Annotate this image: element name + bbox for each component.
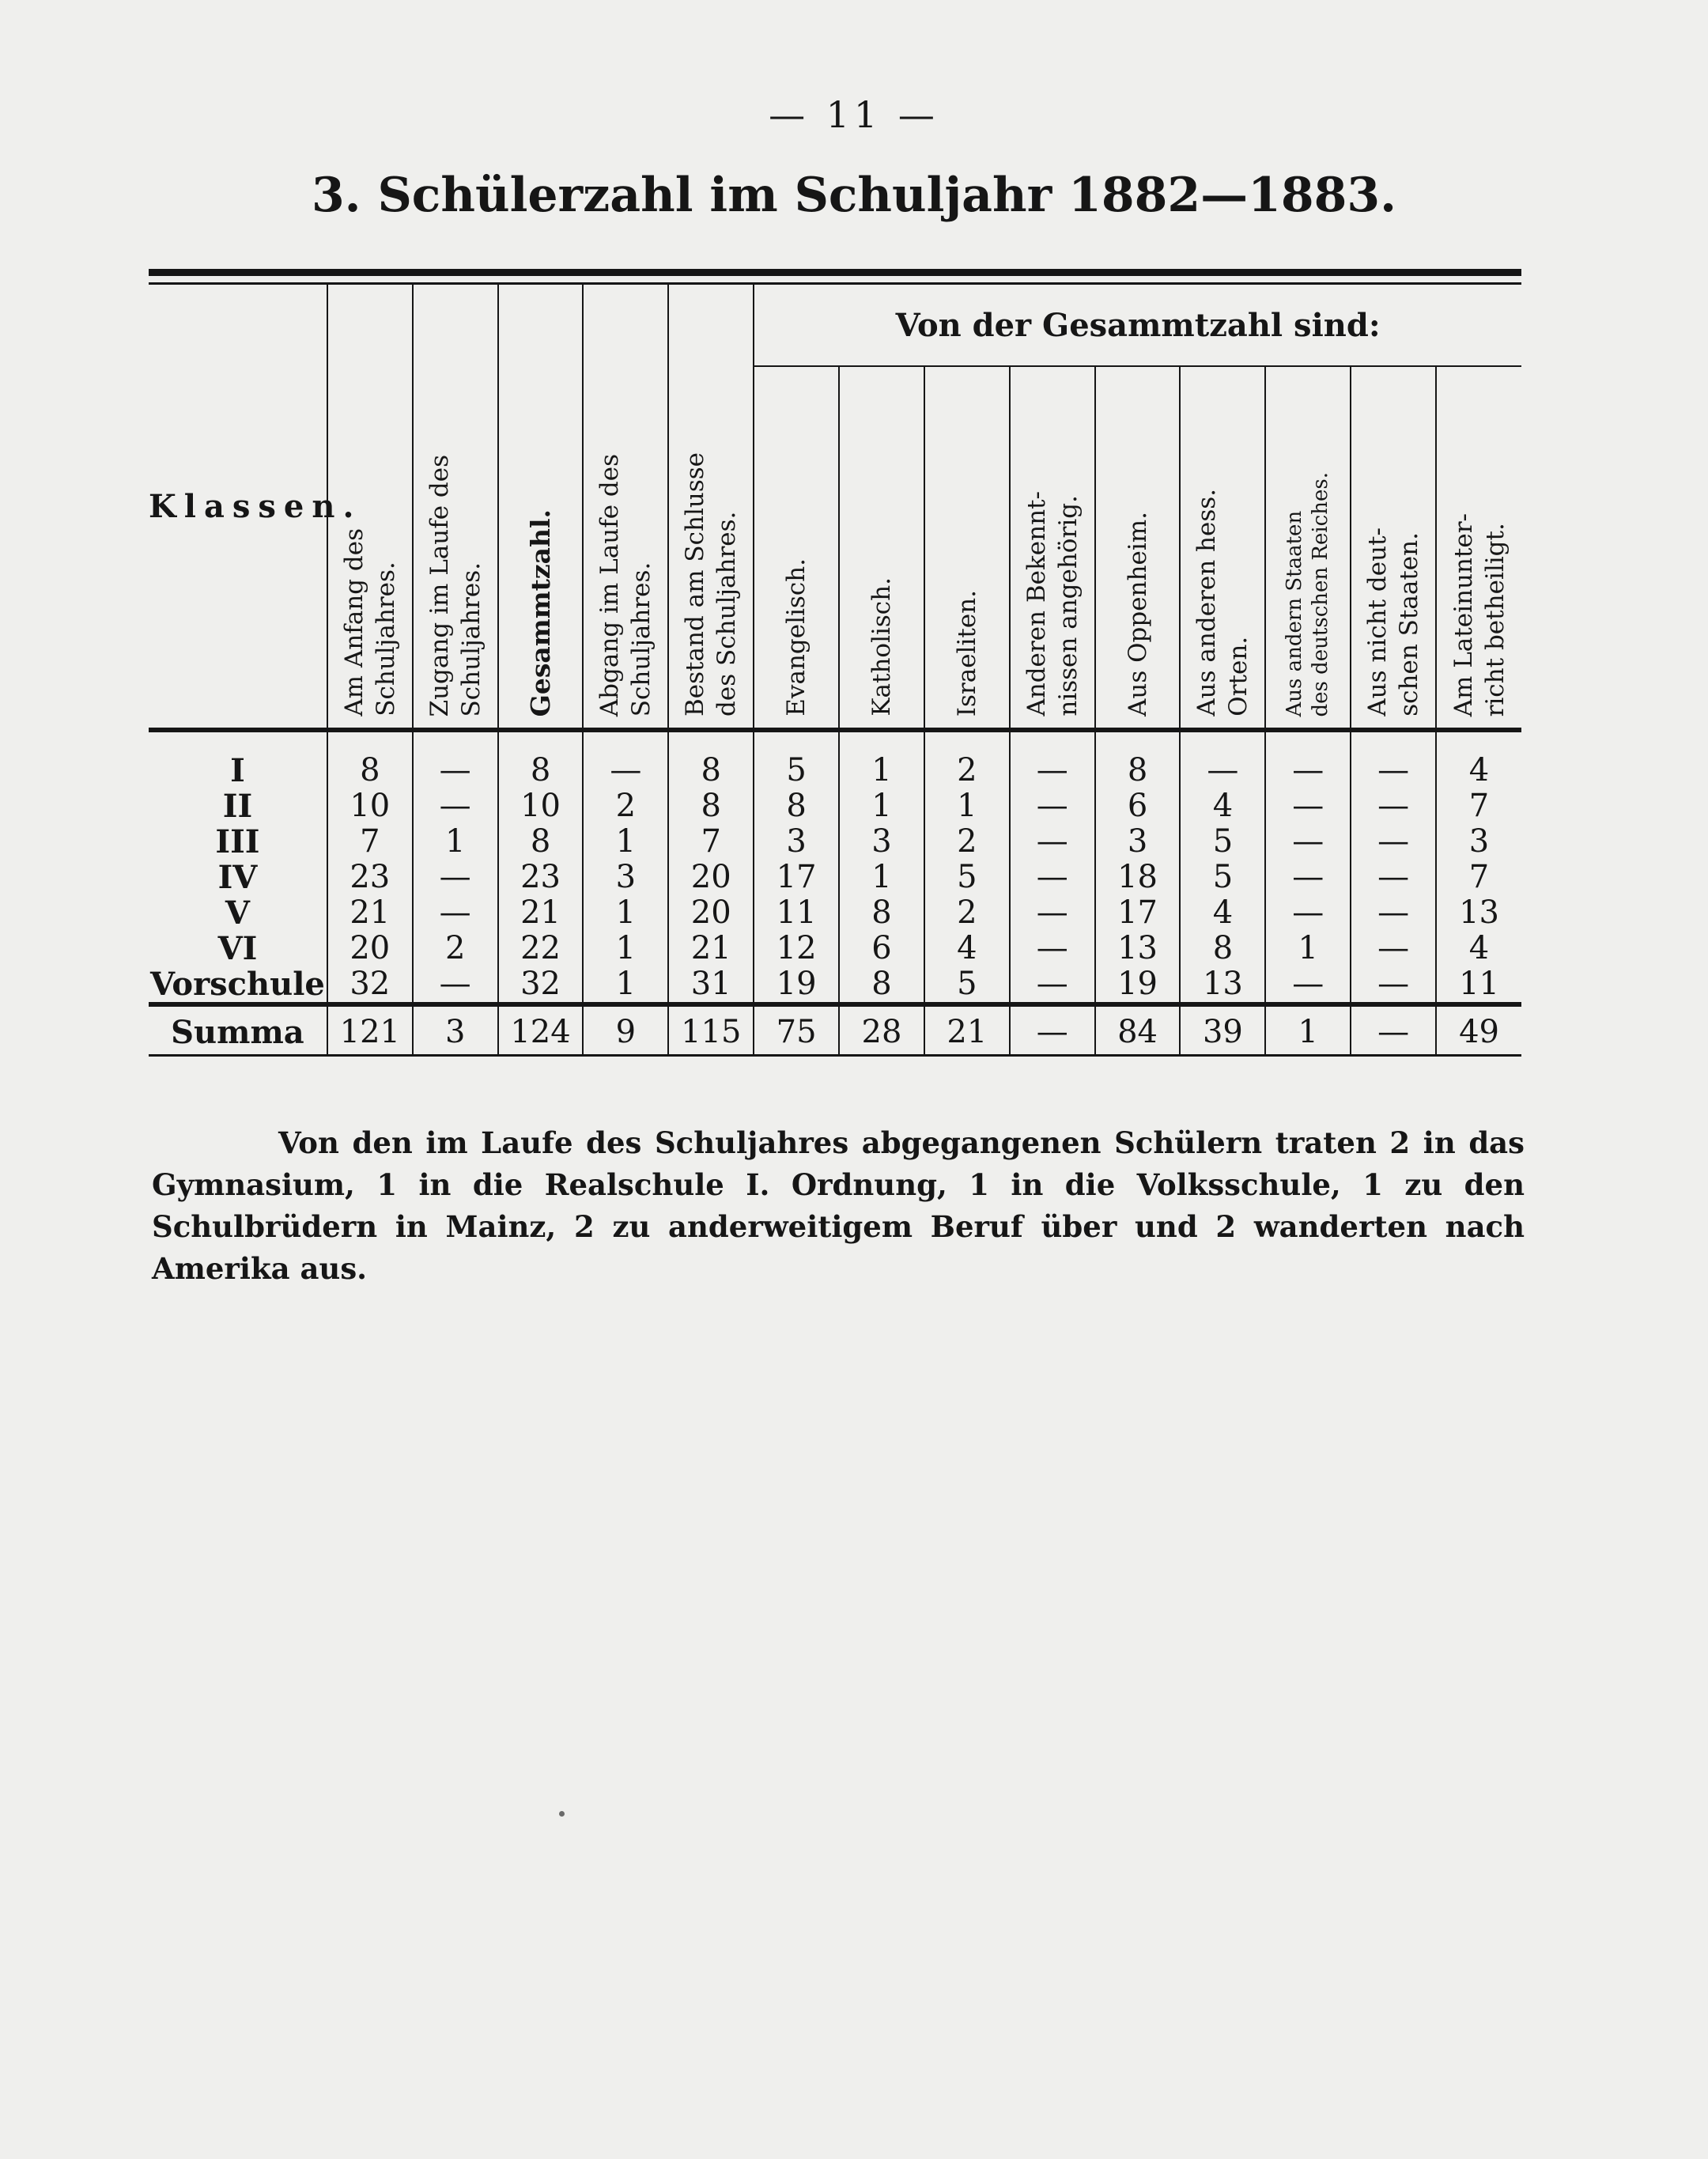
student-count-table <box>149 285 1521 1057</box>
table-cell: 21 <box>498 895 584 931</box>
table-cell: 3 <box>1468 823 1490 860</box>
table-cell: 2 <box>924 824 1010 860</box>
table-cell: 4 <box>1180 895 1265 931</box>
table-row <box>149 931 1521 966</box>
summa-cell: — <box>1351 1004 1436 1056</box>
table-cell: — <box>1010 732 1095 788</box>
table-cell: — <box>1351 824 1436 860</box>
table-cell: 8 <box>498 732 584 788</box>
table-cell: 11 <box>1459 966 1499 1002</box>
table-cell: — <box>1351 860 1436 895</box>
top-rule <box>149 269 1521 276</box>
table-cell: 1 <box>413 824 498 860</box>
page-title: 3. Schülerzahl im Schuljahr 1882—1883. <box>311 168 1397 223</box>
summa-cell: 124 <box>498 1004 584 1056</box>
table-cell: — <box>1351 931 1436 966</box>
table-cell: 5 <box>1180 860 1265 895</box>
table-cell: 1 <box>924 788 1010 824</box>
column-header-gesammtzahl: Gesammtzahl. <box>498 285 584 730</box>
table-cell: 12 <box>754 931 839 966</box>
table-cell: 13 <box>1459 894 1499 931</box>
table-cell: 18 <box>1095 860 1181 895</box>
table-cell: 13 <box>1180 966 1265 1004</box>
column-header-abgang: Abgang im Laufe des Schuljahres. <box>583 285 668 730</box>
table-cell: 4 <box>1468 752 1490 788</box>
table-cell: — <box>1351 966 1436 1004</box>
table-cell: 3 <box>839 824 924 860</box>
table-row <box>149 860 1521 895</box>
table-cell: 1 <box>583 966 668 1004</box>
table-cell: 1 <box>583 824 668 860</box>
column-header-zugang: Zugang im Laufe des Schuljahres. <box>413 285 498 730</box>
summa-cell: 49 <box>1436 1004 1521 1056</box>
summa-cell: 28 <box>839 1004 924 1056</box>
table-cell: 4 <box>1180 788 1265 824</box>
table-cell: 13 <box>1095 931 1181 966</box>
table-cell: 8 <box>754 788 839 824</box>
table-cell: 20 <box>668 860 754 895</box>
table-cell: — <box>1351 895 1436 931</box>
table-cell: 1 <box>839 860 924 895</box>
summa-cell: 21 <box>924 1004 1010 1056</box>
table-row <box>149 966 1521 1004</box>
table-cell: 32 <box>498 966 584 1004</box>
table-cell: — <box>1010 860 1095 895</box>
table-cell: — <box>1351 788 1436 824</box>
table-cell: 6 <box>1095 788 1181 824</box>
table-cell: 4 <box>924 931 1010 966</box>
table-cell: 20 <box>327 931 413 966</box>
summa-cell: 84 <box>1095 1004 1181 1056</box>
table-cell: — <box>1265 860 1351 895</box>
table-cell: 7 <box>668 824 754 860</box>
row-label: III <box>149 824 327 860</box>
row-label: Vorschule <box>149 966 327 1004</box>
table-cell: 32 <box>327 966 413 1004</box>
table-cell: 8 <box>1180 931 1265 966</box>
summa-cell: 115 <box>668 1004 754 1056</box>
table-cell: — <box>1351 732 1436 788</box>
table-cell: — <box>413 860 498 895</box>
table-cell: 7 <box>1468 859 1490 895</box>
table-row <box>149 824 1521 860</box>
summa-cell: 9 <box>583 1004 668 1056</box>
column-header-latein: Am Lateinunter- richt betheiligt. <box>1449 512 1510 717</box>
table-cell: 8 <box>1095 732 1181 788</box>
summa-cell: 39 <box>1180 1004 1265 1056</box>
table-cell: 2 <box>924 895 1010 931</box>
column-header-klassen: Klassen. <box>149 285 327 730</box>
table-cell: 4 <box>1468 930 1490 966</box>
table-cell: — <box>1010 824 1095 860</box>
table-cell: 5 <box>1180 824 1265 860</box>
table-cell: — <box>1180 732 1265 788</box>
page-number: — 11 — <box>769 93 939 136</box>
table-cell: 3 <box>754 824 839 860</box>
table-cell: 19 <box>754 966 839 1004</box>
table-cell: 23 <box>498 860 584 895</box>
table-cell: — <box>413 788 498 824</box>
column-header-andere-bekenntnisse: Anderen Bekennt- nissen angehörig. <box>1010 366 1095 730</box>
column-header-evangelisch: Evangelisch. <box>754 366 839 730</box>
table-cell: 3 <box>583 860 668 895</box>
table-cell: 10 <box>498 788 584 824</box>
table-row <box>149 788 1521 824</box>
table-cell: 2 <box>583 788 668 824</box>
column-header-hess-orte: Aus anderen hess. Orten. <box>1180 366 1265 730</box>
table-cell: — <box>1010 788 1095 824</box>
table-cell: 17 <box>754 860 839 895</box>
table-cell: 3 <box>1095 824 1181 860</box>
summa-cell: 3 <box>413 1004 498 1056</box>
table-cell: — <box>1265 732 1351 788</box>
table-cell: — <box>583 732 668 788</box>
column-header-deutsche-staaten: Aus andern Staaten des deutschen Reiches. <box>1265 366 1351 730</box>
row-label: V <box>149 895 327 931</box>
table-cell: — <box>1265 966 1351 1004</box>
row-label: I <box>149 732 327 788</box>
row-label: IV <box>149 860 327 895</box>
table-cell: 20 <box>668 895 754 931</box>
table-cell: 6 <box>839 931 924 966</box>
table-cell: — <box>1265 824 1351 860</box>
table-header <box>149 285 1521 730</box>
column-header-oppenheim: Aus Oppenheim. <box>1095 366 1181 730</box>
table-cell: 8 <box>668 788 754 824</box>
column-header-katholisch: Katholisch. <box>839 366 924 730</box>
table-cell: 1 <box>839 732 924 788</box>
column-header-anfang: Am Anfang des Schuljahres. <box>327 285 413 730</box>
table-cell: 11 <box>754 895 839 931</box>
table-body <box>149 732 1521 1004</box>
table-cell: 2 <box>413 931 498 966</box>
row-label: VI <box>149 931 327 966</box>
table-cell: 7 <box>327 824 413 860</box>
table-cell: 8 <box>839 895 924 931</box>
table-cell: 5 <box>924 966 1010 1004</box>
statistics-table-wrapper <box>149 269 1521 1057</box>
table-summary <box>149 1004 1521 1056</box>
column-header-bestand: Bestand am Schlusse des Schuljahres. <box>668 285 754 730</box>
table-cell: — <box>1265 788 1351 824</box>
table-row <box>149 895 1521 931</box>
table-cell: 5 <box>754 732 839 788</box>
table-cell: 5 <box>924 860 1010 895</box>
table-cell: 1 <box>583 931 668 966</box>
table-cell: 8 <box>327 732 413 788</box>
row-label: II <box>149 788 327 824</box>
table-cell: — <box>1010 895 1095 931</box>
table-cell: 10 <box>327 788 413 824</box>
column-group-header: Von der Gesammtzahl sind: <box>754 285 1521 366</box>
table-cell: 23 <box>327 860 413 895</box>
column-header-nicht-deutsche-staaten: Aus nicht deut- schen Staaten. <box>1351 366 1436 730</box>
table-cell: 22 <box>498 931 584 966</box>
summa-cell: 121 <box>327 1004 413 1056</box>
table-row <box>149 732 1521 788</box>
table-cell: — <box>1010 931 1095 966</box>
table-cell: 8 <box>668 732 754 788</box>
table-cell: — <box>413 732 498 788</box>
departure-note: Von den im Laufe des Schuljahres abgegangenen Schülern traten 2 in das Gymnasium, 1 in die Realschule I. Ordnung, 1 in die Volksschule, 1 zu den Schulbrüdern in Mainz, 2 zu anderweitigem Beruf über und 2 wanderten nach Amerika aus. <box>152 1125 1525 1286</box>
summa-cell: 1 <box>1265 1004 1351 1056</box>
table-cell: 1 <box>839 788 924 824</box>
summa-label: Summa <box>149 1004 327 1056</box>
table-cell: 21 <box>668 931 754 966</box>
ink-speck <box>559 1811 565 1817</box>
table-cell: 21 <box>327 895 413 931</box>
table-cell: 31 <box>668 966 754 1004</box>
table-cell: 1 <box>583 895 668 931</box>
table-cell: — <box>413 895 498 931</box>
table-cell: — <box>1010 966 1095 1004</box>
summa-row <box>149 1004 1521 1056</box>
table-cell: 7 <box>1468 788 1490 824</box>
table-cell: — <box>413 966 498 1004</box>
table-cell: 17 <box>1095 895 1181 931</box>
table-cell: 8 <box>839 966 924 1004</box>
summa-cell: — <box>1010 1004 1095 1056</box>
summa-cell: 75 <box>754 1004 839 1056</box>
table-cell: 19 <box>1095 966 1181 1004</box>
column-header-israeliten: Israeliten. <box>924 366 1010 730</box>
table-cell: 2 <box>924 732 1010 788</box>
table-cell: 8 <box>498 824 584 860</box>
table-cell: — <box>1265 895 1351 931</box>
table-cell: 1 <box>1265 931 1351 966</box>
